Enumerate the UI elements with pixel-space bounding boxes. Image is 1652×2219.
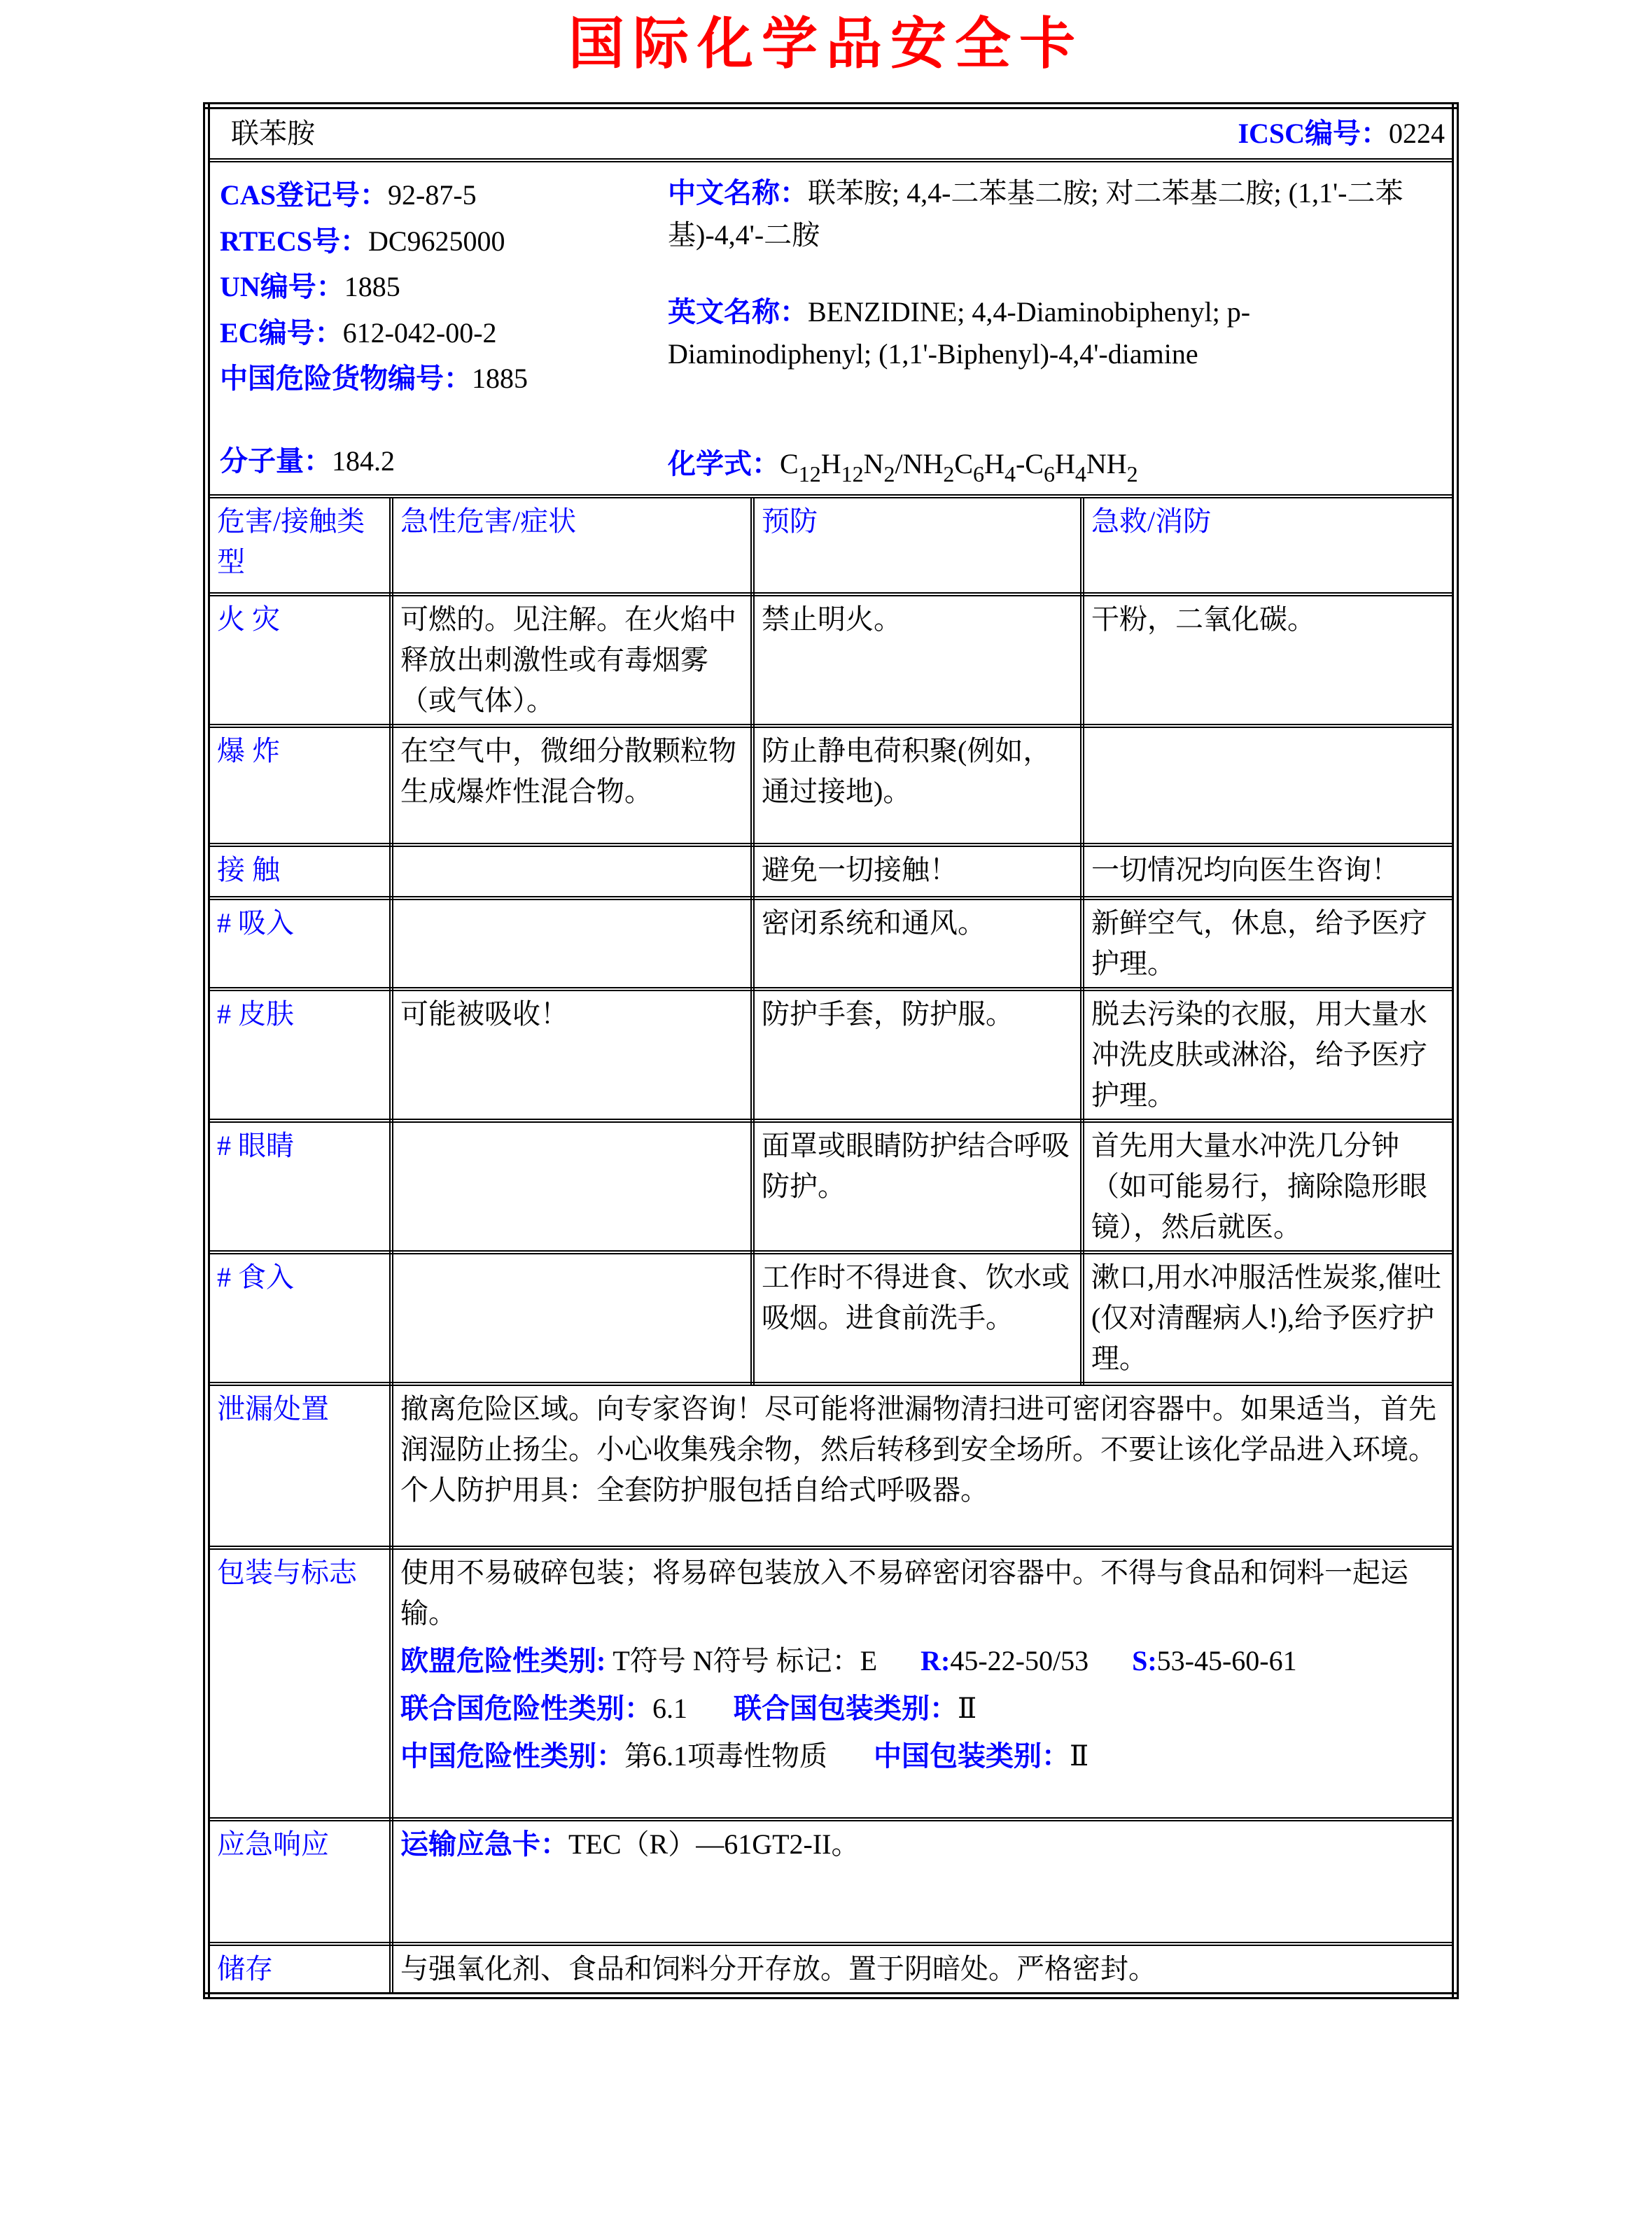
rtecs-number-label: RTECS号： xyxy=(220,225,368,257)
china-dg-number-value: 1885 xyxy=(472,363,528,395)
un-class-value: 6.1 xyxy=(652,1693,687,1724)
emergency-label: 应急响应 xyxy=(206,1819,391,1944)
packaging-row xyxy=(206,1548,1455,1819)
card-header-cell xyxy=(206,106,1455,160)
un-number-value: 1885 xyxy=(344,271,400,303)
icsc-number xyxy=(1238,113,1445,154)
ec-number-value: 612-042-00-2 xyxy=(342,316,497,349)
eu-hazard-value: T符号 N符号 标记：E xyxy=(612,1645,878,1676)
info-cell xyxy=(206,160,1455,496)
card-header-flex xyxy=(210,109,1452,158)
molecular-weight-value: 184.2 xyxy=(332,445,395,477)
symptoms-cell xyxy=(391,1252,752,1384)
tec-card-label: 运输应急卡： xyxy=(400,1828,568,1860)
cn-class-line xyxy=(400,1736,1445,1777)
info-layout xyxy=(217,167,1445,490)
ec-number-line xyxy=(220,310,657,356)
eu-hazard-label: 欧盟危险性类别: xyxy=(400,1645,606,1676)
symptoms-cell xyxy=(391,898,752,989)
storage-text: 与强氧化剂、食品和饲料分开存放。置于阴暗处。严格密封。 xyxy=(391,1944,1455,1996)
emergency-cell xyxy=(391,1819,1455,1944)
firstaid-cell xyxy=(1082,726,1455,845)
hazard-type-cell: 爆 炸 xyxy=(206,726,391,845)
col-header-hazard-type: 危害/接触类型 xyxy=(206,496,391,594)
firstaid-cell: 新鲜空气，休息，给予医疗护理。 xyxy=(1082,898,1455,989)
s-phrases-value: 53-45-60-61 xyxy=(1156,1645,1297,1676)
packaging-cell xyxy=(391,1548,1455,1819)
spill-text: 撤离危险区域。向专家咨询！尽可能将泄漏物清扫进可密闭容器中。如果适当，首先润湿防止扬尘。小心收集残余物，然后转移到安全场所。不要让该化学品进入环境。个人防护用具：全套防护服包括自给式呼吸器。 xyxy=(391,1384,1455,1548)
china-dg-number-line xyxy=(220,356,657,402)
prevention-cell: 防护手套，防护服。 xyxy=(752,989,1082,1121)
hazard-type-cell: # 吸入 xyxy=(206,898,391,989)
identifiers-block xyxy=(220,172,668,484)
spill-label: 泄漏处置 xyxy=(206,1384,391,1548)
storage-row xyxy=(206,1944,1455,1996)
page-title: 国际化学品安全卡 xyxy=(568,14,1084,76)
rtecs-number-value: DC9625000 xyxy=(368,225,505,257)
substance-name: 联苯胺 xyxy=(231,118,315,149)
hazard-row-fire xyxy=(206,594,1455,726)
hazard-header-row xyxy=(206,496,1455,594)
prevention-cell: 密闭系统和通风。 xyxy=(752,898,1082,989)
rtecs-number-line xyxy=(220,218,657,265)
col-header-prevention: 预防 xyxy=(752,496,1082,594)
chemical-formula-line xyxy=(668,444,1442,487)
hazard-type-cell: # 食入 xyxy=(206,1252,391,1384)
symptoms-cell xyxy=(391,845,752,898)
molecular-weight-label: 分子量： xyxy=(220,445,332,477)
firstaid-cell: 首先用大量水冲洗几分钟（如可能易行，摘除隐形眼镜），然后就医。 xyxy=(1082,1121,1455,1252)
col-header-firstaid: 急救/消防 xyxy=(1082,496,1455,594)
col-header-symptoms: 急性危害/症状 xyxy=(391,496,752,594)
chinese-name-label: 中文名称： xyxy=(668,177,808,209)
chinese-name-value: 联苯胺; 4,4-二苯基二胺; 对二苯基二胺; (1,1'-二苯基)-4,4'-二胺 xyxy=(668,177,1404,251)
hazard-row-skin xyxy=(206,989,1455,1121)
r-phrases-label: R: xyxy=(920,1645,951,1676)
spill-row xyxy=(206,1384,1455,1548)
firstaid-cell: 漱口,用水冲服活性炭浆,催吐(仅对清醒病人!),给予医疗护理。 xyxy=(1082,1252,1455,1384)
card-header-row xyxy=(206,106,1455,160)
hazard-row-ingestion xyxy=(206,1252,1455,1384)
hazard-type-cell: # 皮肤 xyxy=(206,989,391,1121)
english-name-value: BENZIDINE; 4,4-Diaminobiphenyl; p-Diaminodiphenyl; (1,1'-Biphenyl)-4,4'-diamine xyxy=(668,296,1251,370)
packaging-intro: 使用不易破碎包装；将易碎包装放入不易碎密闭容器中。不得与食品和饲料一起运输。 xyxy=(400,1557,1408,1629)
china-dg-number-label: 中国危险货物编号： xyxy=(220,363,472,395)
tec-card-value: TEC（R）—61GT2-II。 xyxy=(568,1828,860,1860)
storage-label: 储存 xyxy=(206,1944,391,1996)
packaging-label: 包装与标志 xyxy=(206,1548,391,1819)
emergency-row xyxy=(206,1819,1455,1944)
symptoms-cell: 可燃的。见注解。在火焰中释放出刺激性或有毒烟雾（或气体）。 xyxy=(391,594,752,726)
cas-number-label: CAS登记号： xyxy=(220,179,388,211)
chemical-formula: $C_{12}H_{12}N_2/NH_2C_6H_4-C_6H_4NH_2$ xyxy=(780,448,1138,487)
symptoms-cell: 在空气中，微细分散颗粒物生成爆炸性混合物。 xyxy=(391,726,752,845)
cas-number-line xyxy=(220,172,657,218)
icsc-number-label: ICSC编号： xyxy=(1238,118,1390,149)
chinese-name-line xyxy=(668,172,1442,256)
un-number-label: UN编号： xyxy=(220,271,344,303)
hazard-type-cell: # 眼睛 xyxy=(206,1121,391,1252)
hazard-type-cell: 接 触 xyxy=(206,845,391,898)
info-row xyxy=(206,160,1455,496)
hazard-type-cell: 火 灾 xyxy=(206,594,391,726)
s-phrases-label: S: xyxy=(1132,1645,1157,1676)
firstaid-cell: 干粉，二氧化碳。 xyxy=(1082,594,1455,726)
hazard-row-inhalation xyxy=(206,898,1455,989)
safety-card-table xyxy=(203,102,1459,1999)
un-class-label: 联合国危险性类别： xyxy=(400,1693,652,1724)
cn-class-label: 中国危险性类别： xyxy=(400,1740,624,1772)
prevention-cell: 面罩或眼睛防护结合呼吸防护。 xyxy=(752,1121,1082,1252)
hazard-row-explosion xyxy=(206,726,1455,845)
ec-number-label: EC编号： xyxy=(220,316,343,349)
un-pack-group-label: 联合国包装类别： xyxy=(734,1693,958,1724)
icsc-number-value: 0224 xyxy=(1389,118,1446,149)
cn-pack-group-label: 中国包装类别： xyxy=(874,1740,1070,1772)
cn-pack-group-value: Ⅱ xyxy=(1070,1740,1089,1772)
prevention-cell: 避免一切接触！ xyxy=(752,845,1082,898)
prevention-cell: 禁止明火。 xyxy=(752,594,1082,726)
un-pack-group-value: Ⅱ xyxy=(958,1693,977,1724)
cas-number-value: 92-87-5 xyxy=(388,179,477,211)
hazard-row-eyes xyxy=(206,1121,1455,1252)
hazard-row-exposure xyxy=(206,845,1455,898)
prevention-cell: 工作时不得进食、饮水或吸烟。进食前洗手。 xyxy=(752,1252,1082,1384)
eu-hazard-line xyxy=(400,1641,1445,1681)
prevention-cell: 防止静电荷积聚(例如，通过接地)。 xyxy=(752,726,1082,845)
cn-class-value: 第6.1项毒性物质 xyxy=(624,1740,827,1772)
un-number-line xyxy=(220,264,657,310)
firstaid-cell: 脱去污染的衣服，用大量水冲洗皮肤或淋浴，给予医疗护理。 xyxy=(1082,989,1455,1121)
molecular-weight-line xyxy=(220,438,657,484)
english-name-line xyxy=(668,291,1442,375)
names-block xyxy=(668,172,1442,487)
chemical-formula-label: 化学式： xyxy=(668,448,780,479)
firstaid-cell: 一切情况均向医生咨询！ xyxy=(1082,845,1455,898)
english-name-label: 英文名称： xyxy=(668,296,808,328)
symptoms-cell xyxy=(391,1121,752,1252)
r-phrases-value: 45-22-50/53 xyxy=(950,1645,1089,1676)
un-class-line xyxy=(400,1688,1445,1729)
symptoms-cell: 可能被吸收！ xyxy=(391,989,752,1121)
